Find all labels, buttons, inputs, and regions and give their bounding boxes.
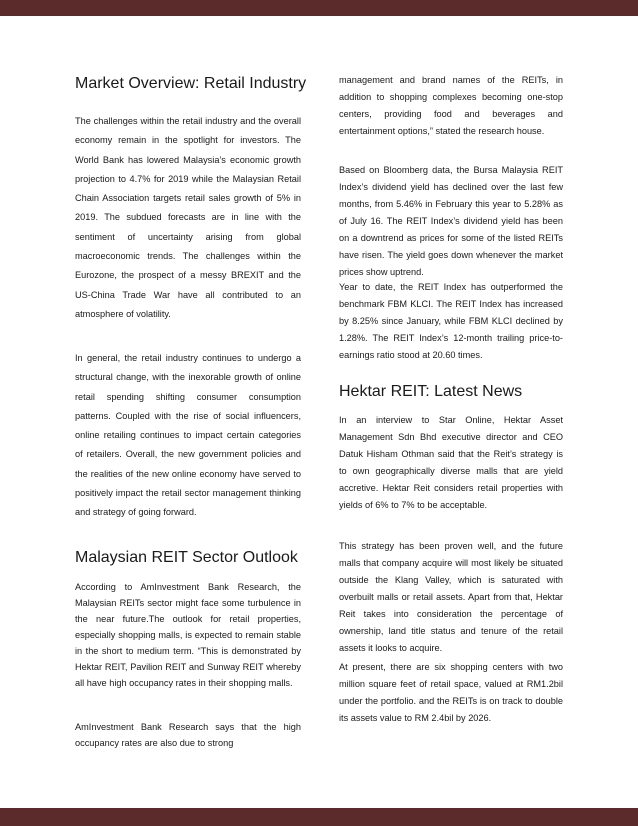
paragraph-dividend-yield: Based on Bloomberg data, the Bursa Malaysia REIT Index’s dividend yield has declined over the last few months, from 5.46% in February this year to 5.28% as of July 16. The REIT Index’s dividend yield has been on a downtrend as prices for some of the listed REITs have risen. The yield goes down whenever the market prices show uptrend. bbox=[339, 165, 563, 277]
top-decorative-bar bbox=[0, 0, 638, 16]
paragraph-future-malls: This strategy has been proven well, and the future malls that company acquire will most likely be situated outside the Klang Valley, which is saturated with overbuilt malls or retail assets. Apart from that, Hektar Reit takes into consideration the percentage of ownership, land title status and tenure of the retail assets it looks to acquire. bbox=[339, 541, 563, 653]
paragraph-retail-challenges: The challenges within the retail industry and the overall economy remain in the spotlight for investors. The World Bank has lowered Malaysia’s economic growth projection to 4.7% for 2019 while the Malaysian Retail Chain Association targets retail sales growth of 5% in 2019. The subdued forecasts are in line with the sentiment of uncertainty arising from global macroeconomic trends. The challenges within the Eurozone, the prospect of a messy BREXIT and the US-China Trade War have all contributed to an atmosphere of volatility. bbox=[75, 116, 301, 319]
paragraph-aminvestment-outlook: According to AmInvestment Bank Research, the Malaysian REITs sector might face some turbulence in the near future.The outlook for retail properties, especially shopping malls, is expected to remain stable in the short to medium term. “This is demonstrated by Hektar REIT, Pavilion REIT and Sunway REIT whereby all have high occupancy rates in their shopping malls. bbox=[75, 582, 301, 688]
heading-market-overview: Market Overview: Retail Industry bbox=[75, 75, 307, 92]
paragraph-occupancy-rates: AmInvestment Bank Research says that the high occupancy rates are also due to strong bbox=[75, 722, 301, 748]
paragraph-reit-index: Year to date, the REIT Index has outperformed the benchmark FBM KLCI. The REIT Index has increased by 8.25% since January, while FBM KLCI declined by 1.28%. The REIT Index’s 12-month trailing price-to-earnings ratio stood at 20.60 times. bbox=[339, 282, 563, 360]
paragraph-hektar-strategy: In an interview to Star Online, Hektar Asset Management Sdn Bhd executive director and CEO Datuk Hisham Othman said that the Reit’s strategy is to own geographically diverse malls that are yield accretive. Hektar Reit considers retail properties with yields of 6% to 7% to be acceptable. bbox=[339, 415, 563, 510]
paragraph-portfolio: At present, there are six shopping centers with two million square feet of retail space, valued at RM1.2bil under the portfolio. and the REITs is on track to double its assets value to RM 2.4bil by 2026. bbox=[339, 662, 563, 723]
heading-reit-sector-outlook: Malaysian REIT Sector Outlook bbox=[75, 549, 298, 566]
paragraph-management-brand: management and brand names of the REITs, in addition to shopping complexes becoming one-stop centers, providing food and beverages and entertainment options,” stated the research house. bbox=[339, 75, 563, 136]
paragraph-structural-change: In general, the retail industry continues to undergo a structural change, with the inexorable growth of online retail spending shifting consumer consumption patterns. Coupled with the rise of social influencers, online retailing continues to impact certain categories of retailers. Overall, the new government policies and the realities of the new online economy have served to positively impact the retail sector management thinking and strategy of going forward. bbox=[75, 353, 301, 518]
heading-hektar-news: Hektar REIT: Latest News bbox=[339, 383, 523, 400]
bottom-decorative-bar bbox=[0, 808, 638, 826]
